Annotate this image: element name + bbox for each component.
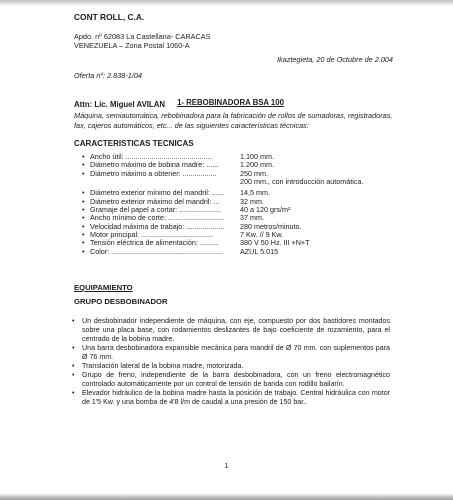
scan-top-edge [0, 0, 453, 6]
spec-row [82, 248, 432, 256]
spec-label: Diámetro máximo a obtener: ................. [90, 168, 217, 178]
equipment-item [72, 389, 390, 407]
product-intro: Máquina, semiautomática, rebobinadora para la fabricación de rollos de sumadoras, registradoras, fax, cajeros automáticos, etc... de las siguientes características técnicas: [74, 111, 393, 130]
equipment-item-text: Grupo de freno, independiente de la barra desbobinadora, con un freno electromagnético controlado automáticamente por un control de tensión de banda con rodillo bailarín. [82, 371, 390, 388]
bullet-marker: • [72, 317, 75, 325]
bullet-marker: • [82, 196, 85, 206]
spec-label: Ancho útil: ........................................... [90, 152, 212, 161]
bullet-marker: • [82, 152, 85, 161]
bullet-marker: • [72, 371, 75, 379]
equipment-item-text: Una barra desbobinadora expansible mecánica para mandril de Ø 70 mm. con suplementos para Ø 76 mm. [82, 344, 390, 361]
equipment-item [72, 362, 390, 371]
spec-value: 7 Kw. // 9 Kw. [240, 230, 284, 240]
spec-value: 32 mm. [240, 196, 264, 206]
address-line-1: Apdo. nº 62083 La Castellana- CARACAS [74, 32, 211, 41]
bullet-marker: • [82, 213, 85, 223]
spec-value: 14,5 mm. [240, 188, 270, 198]
spec-value: 1.200 mm. [240, 160, 274, 170]
scan-bottom-edge [0, 493, 453, 500]
spec-value: 380 V 50 Hz. III +N+T [240, 238, 310, 248]
spec-value: 200 mm., con introducción automática. [240, 177, 364, 187]
spec-label: Diámetro exterior mínimo del mandril: ...... [90, 188, 224, 198]
equipment-item [72, 371, 390, 389]
spec-label: Color: ........................................................ [90, 246, 223, 256]
equipment-item-text: Un desbobinador independiente de máquina, con eje, compuesto por dos bastidores montados sobre una placa base, con rodamientos deslizantes de bajo coeficiente de rozamiento, para el centrado de la bobina madre. [82, 317, 390, 343]
spec-value: 280 metros/minuto. [240, 221, 302, 231]
spec-value: 37 mm. [240, 213, 264, 223]
spec-label: Diámetro exterior máximo del mandril: ... [90, 196, 220, 206]
equipment-item-text: Translación lateral de la bobina madre, motorizada. [82, 362, 244, 370]
equipment-item-text: Elevador hidráulico de la bobina madre hasta la posición de trabajo. Central hidráulica con motor de 1'5 Kw. y una bomba de 4'8 l/m de caudal a una presión de 150 bar.. [82, 389, 390, 406]
spec-value: 40 a 120 grs/m² [240, 205, 291, 215]
attention-line: Attn: Lic. Miguel AVILAN [74, 100, 165, 109]
place-date: Ikaztegieta, 20 de Octubre de 2.004 [276, 55, 393, 64]
spec-label: Tensión eléctrica de alimentación: ......... [90, 238, 218, 248]
bullet-marker: • [82, 168, 85, 178]
bullet-marker: • [82, 160, 85, 170]
bullet-marker: • [72, 389, 75, 397]
bullet-marker: • [72, 344, 75, 352]
equipment-heading: EQUIPAMIENTO [74, 283, 133, 292]
spec-label: Diámetro máximo de bobina madre: ...... [90, 160, 219, 170]
spec-value: 250 mm. [240, 168, 268, 178]
group-heading: GRUPO DESBOBINADOR [74, 297, 168, 306]
bullet-marker: • [82, 221, 85, 231]
bullet-marker: • [82, 246, 85, 256]
bullet-marker: • [82, 205, 85, 215]
spec-label: Gramaje del papel a cortar: ..................... [90, 205, 222, 215]
characteristics-list [82, 153, 432, 256]
spec-label: Velocidad máxima de trabajo: ................... [90, 221, 225, 231]
equipment-item [72, 344, 390, 362]
offer-number: Oferta nº: 2.838-1/04 [74, 71, 142, 80]
spec-value: AZUL 5.015 [240, 246, 279, 256]
spec-label: Motor principal: .................................... [90, 230, 214, 240]
bullet-marker: • [82, 230, 85, 240]
characteristics-heading: CARACTERISTICAS TECNICAS [74, 139, 194, 148]
product-title: 1- REBOBINADORA BSA 100 [177, 98, 284, 107]
address-line-2: VENEZUELA – Zona Postal 1060-A [74, 41, 190, 50]
spec-value: 1.100 mm. [240, 152, 274, 161]
page-number: 1 [224, 461, 229, 470]
spec-row [82, 178, 432, 186]
equipment-item [72, 317, 390, 344]
bullet-marker: • [82, 188, 85, 198]
bullet-marker: • [82, 238, 85, 248]
spec-label: Ancho mínimo de corte: ............................ [90, 213, 224, 223]
equipment-list [72, 317, 390, 407]
bullet-marker: • [72, 362, 75, 370]
company-name: CONT ROLL, C.A. [74, 12, 145, 22]
